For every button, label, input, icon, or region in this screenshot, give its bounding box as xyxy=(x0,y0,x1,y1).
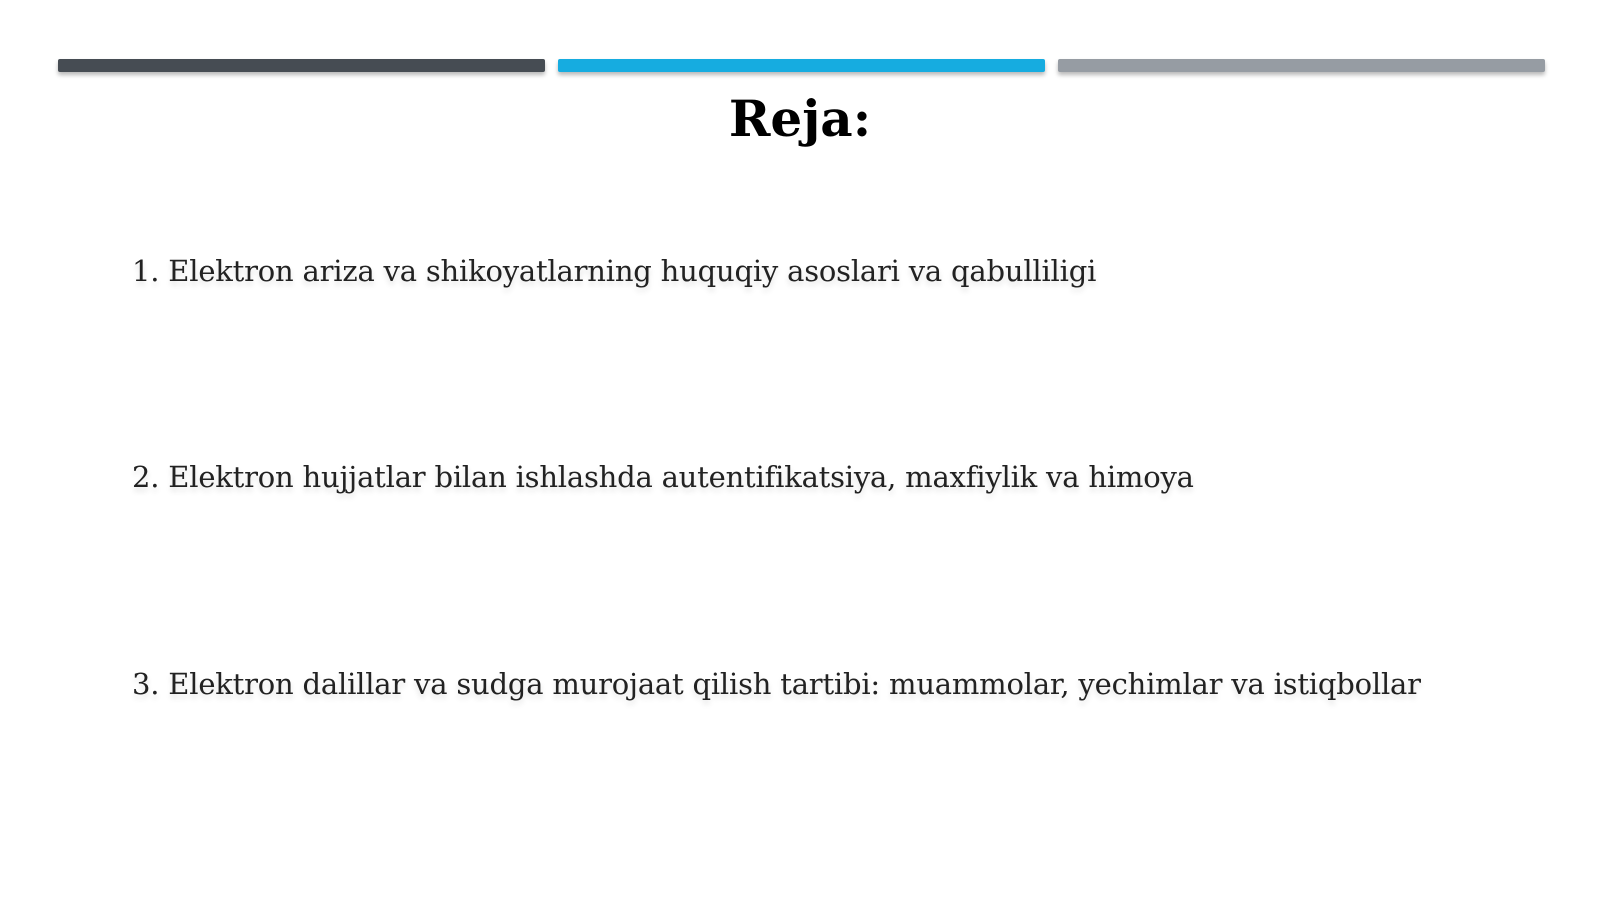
slide-title: Reja: xyxy=(728,89,872,148)
accent-bar-gray xyxy=(1058,59,1545,72)
plan-item-1: 1. Elektron ariza va shikoyatlarning huquqiy asoslari va qabulliligi xyxy=(132,254,1097,288)
accent-bar-dark xyxy=(58,59,545,72)
plan-item-2: 2. Elektron hujjatlar bilan ishlashda autentifikatsiya, maxfiylik va himoya xyxy=(132,460,1194,494)
accent-bars xyxy=(58,59,1545,74)
plan-item-3: 3. Elektron dalillar va sudga murojaat qilish tartibi: muammolar, yechimlar va istiqbollar xyxy=(132,667,1421,701)
accent-bar-blue xyxy=(558,59,1045,72)
